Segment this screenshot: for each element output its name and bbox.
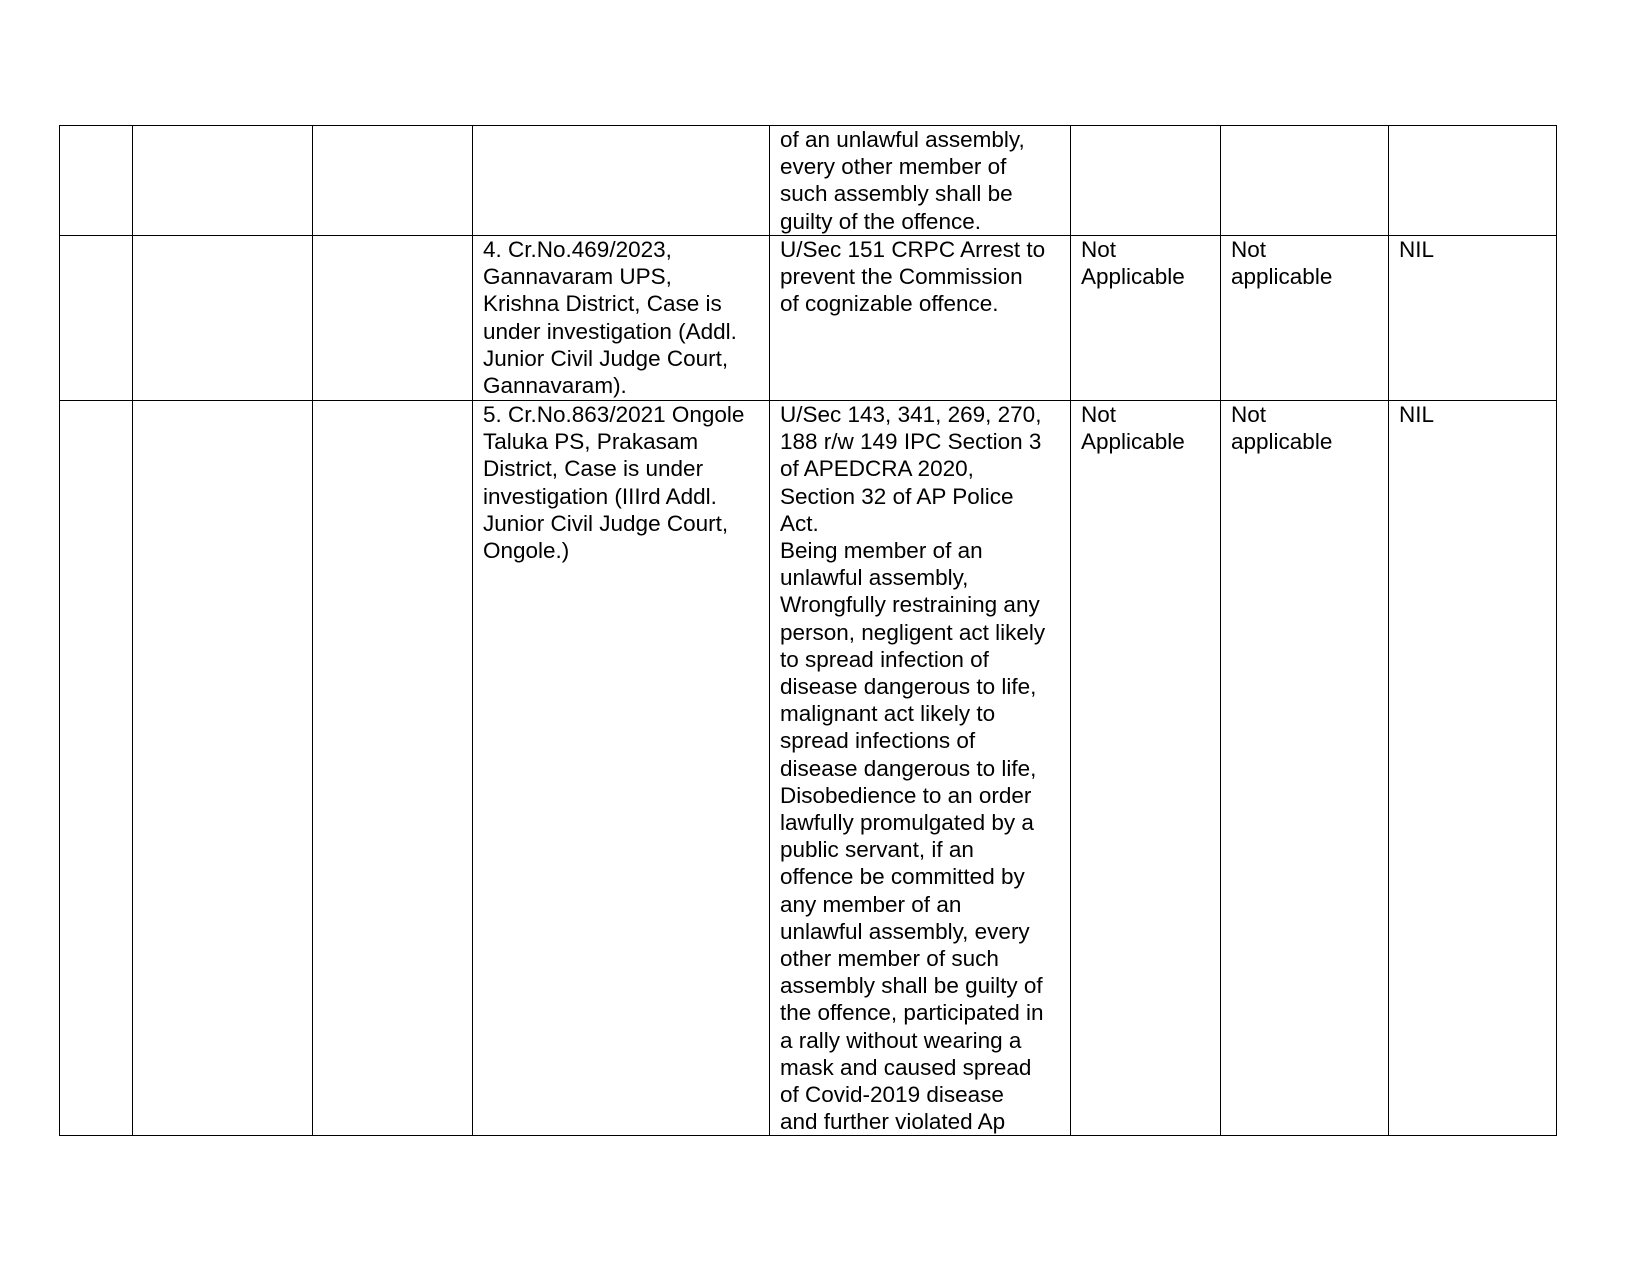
- cell-text-line: NIL: [1399, 402, 1435, 427]
- cell-text-line: Junior Civil Judge Court,: [483, 345, 729, 371]
- table-row: [60, 236, 1557, 401]
- cell-text-line: mask and caused spread: [780, 1054, 1032, 1080]
- cell-text-line: assembly shall be guilty of: [780, 973, 1043, 999]
- offence-cell: [770, 401, 1071, 1136]
- charges-framed-cell: [1071, 401, 1221, 1136]
- cell-text-line: lawfully promulgated by a: [780, 810, 1034, 836]
- cell-text-line: Taluka PS, Prakasam: [483, 429, 699, 455]
- cell-text-line: every other member of: [780, 154, 1007, 180]
- remarks-cell: [1389, 236, 1557, 401]
- cell-text-line: 188 r/w 149 IPC Section 3: [780, 429, 1042, 455]
- cell-text-line: Not: [1081, 402, 1117, 427]
- cell-text-line: Gannavaram).: [483, 373, 627, 399]
- cell-text-line: such assembly shall be: [780, 181, 1013, 207]
- cell-text-line: Being member of an: [780, 538, 983, 564]
- charges-framed-cell: [1071, 236, 1221, 401]
- cell-text-line: Not: [1231, 237, 1267, 262]
- cell-text-line: NIL: [1399, 237, 1435, 262]
- conviction-cell: [1221, 401, 1389, 1136]
- remarks-cell: [1389, 126, 1557, 236]
- cell-text-line: under investigation (Addl.: [483, 318, 737, 344]
- cell-text-line: Not: [1081, 237, 1117, 262]
- table-row: [60, 401, 1557, 1136]
- conviction-cell: [1221, 236, 1389, 401]
- case-cell: [473, 236, 770, 401]
- table-row: [60, 126, 1557, 236]
- detail-cell: [313, 401, 473, 1136]
- cell-text-line: Ongole.): [483, 538, 570, 564]
- cell-text-line: Krishna District, Case is: [483, 291, 722, 317]
- cell-text-line: guilty of the offence.: [780, 208, 981, 234]
- offence-cell: [770, 236, 1071, 401]
- serial-cell: [60, 126, 133, 236]
- cell-text-line: District, Case is under: [483, 456, 704, 482]
- cell-text-line: investigation (IIIrd Addl.: [483, 483, 717, 509]
- cell-text-line: applicable: [1231, 429, 1333, 455]
- cell-text-line: of APEDCRA 2020,: [780, 456, 974, 482]
- cell-text-line: other member of such: [780, 946, 999, 972]
- cell-text-line: Section 32 of AP Police: [780, 483, 1014, 509]
- name-cell: [133, 126, 313, 236]
- cell-text-line: spread infections of: [780, 728, 976, 754]
- cell-text-line: Applicable: [1081, 264, 1185, 290]
- cell-text-line: disease dangerous to life,: [780, 755, 1037, 781]
- cell-text-line: the offence, participated in: [780, 1000, 1044, 1026]
- cell-text-line: Not: [1231, 402, 1267, 427]
- case-cell: [473, 126, 770, 236]
- cell-text-line: disease dangerous to life,: [780, 674, 1037, 700]
- cell-text-line: any member of an: [780, 891, 962, 917]
- detail-cell: [313, 236, 473, 401]
- cell-text-line: U/Sec 143, 341, 269, 270,: [780, 402, 1042, 427]
- cell-text-line: applicable: [1231, 264, 1333, 290]
- cell-text-line: malignant act likely to: [780, 701, 996, 727]
- case-cell: [473, 401, 770, 1136]
- cell-text-line: 4. Cr.No.469/2023,: [483, 237, 672, 262]
- remarks-cell: [1389, 401, 1557, 1136]
- cell-text-line: unlawful assembly, every: [780, 918, 1030, 944]
- cell-text-line: Wrongfully restraining any: [780, 592, 1040, 618]
- cell-text-line: of an unlawful assembly,: [780, 127, 1025, 152]
- conviction-cell: [1221, 126, 1389, 236]
- cell-text-line: of cognizable offence.: [780, 291, 999, 317]
- cell-text-line: offence be committed by: [780, 864, 1025, 890]
- offence-cell: [770, 126, 1071, 236]
- cell-text-line: Applicable: [1081, 429, 1185, 455]
- cell-text-line: and further violated Ap: [780, 1109, 1006, 1135]
- name-cell: [133, 236, 313, 401]
- serial-cell: [60, 401, 133, 1136]
- cell-text-line: a rally without wearing a: [780, 1027, 1022, 1053]
- cell-text-line: prevent the Commission: [780, 264, 1023, 290]
- cell-text-line: public servant, if an: [780, 837, 974, 863]
- cell-text-line: Act.: [780, 510, 819, 536]
- cell-text-line: of Covid-2019 disease: [780, 1082, 1004, 1108]
- serial-cell: [60, 236, 133, 401]
- charges-framed-cell: [1071, 126, 1221, 236]
- cell-text-line: 5. Cr.No.863/2021 Ongole: [483, 402, 745, 427]
- cell-text-line: person, negligent act likely: [780, 619, 1046, 645]
- cell-text-line: Gannavaram UPS,: [483, 264, 672, 290]
- cell-text-line: Junior Civil Judge Court,: [483, 510, 729, 536]
- cell-text-line: to spread infection of: [780, 646, 989, 672]
- cell-text-line: unlawful assembly,: [780, 565, 969, 591]
- cell-text-line: Disobedience to an order: [780, 782, 1032, 808]
- cell-text-line: U/Sec 151 CRPC Arrest to: [780, 237, 1046, 262]
- cases-table: [59, 125, 1557, 1136]
- detail-cell: [313, 126, 473, 236]
- name-cell: [133, 401, 313, 1136]
